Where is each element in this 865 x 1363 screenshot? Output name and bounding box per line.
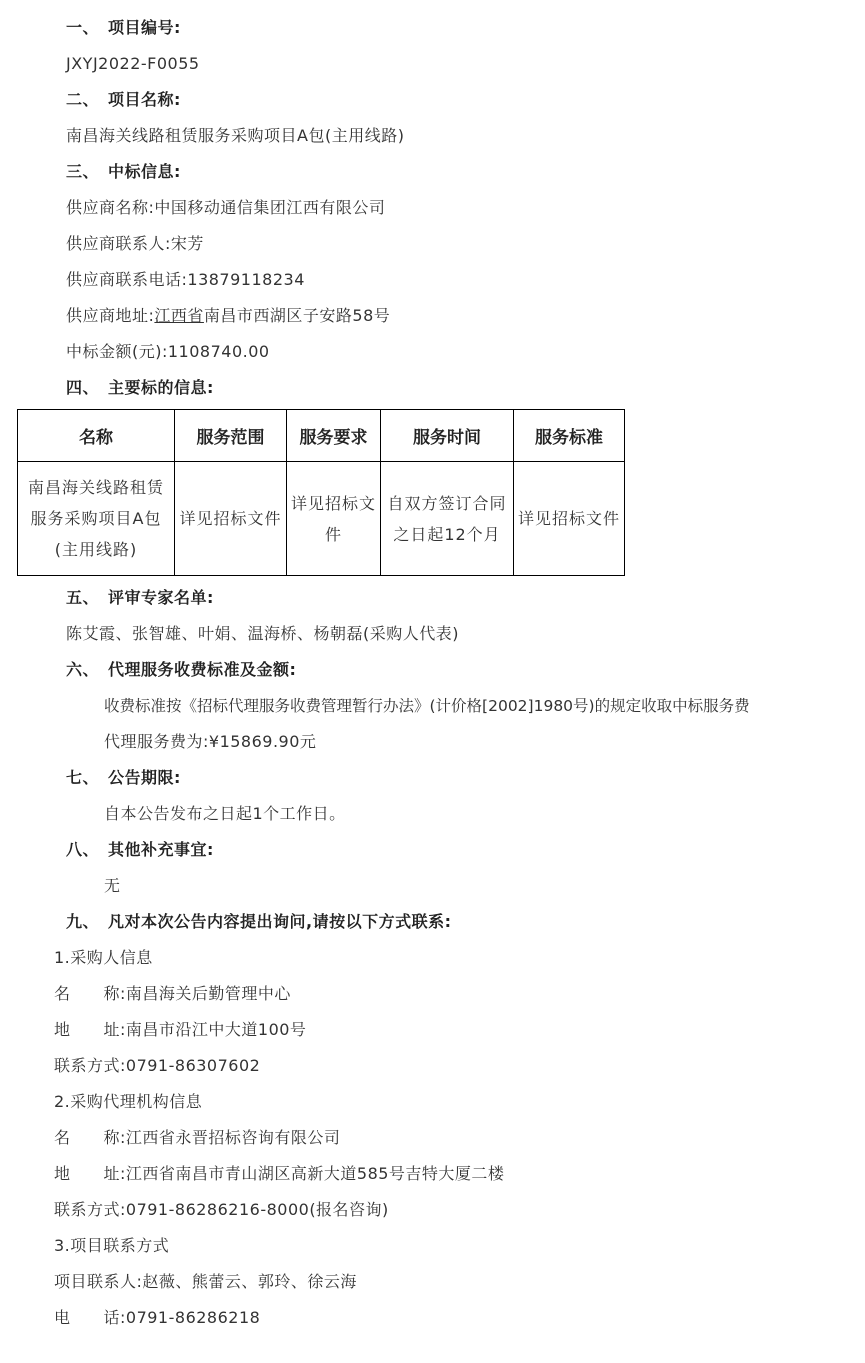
- section-7-heading: [66, 760, 181, 796]
- section-8-heading: [66, 832, 214, 868]
- section-5-heading: [66, 580, 214, 616]
- table-row: [18, 462, 625, 576]
- table-cell: 详见招标文件: [287, 462, 381, 576]
- table-header-cell: 服务标准: [514, 410, 625, 462]
- table-header-cell: 名称: [18, 410, 175, 462]
- section-9-heading: [66, 904, 451, 940]
- purchaser-info-heading: 1.采购人信息: [54, 948, 153, 967]
- section-8-title: 其他补充事宜:: [108, 840, 214, 859]
- project-number: JXYJ2022-F0055: [66, 54, 200, 73]
- section-6-heading: [66, 652, 296, 688]
- section-7-number: 七、: [66, 768, 100, 787]
- supplier-address: [66, 298, 390, 334]
- section-6-title: 代理服务收费标准及金额:: [108, 660, 297, 679]
- notice-period: 自本公告发布之日起1个工作日。: [104, 804, 346, 823]
- project-phone: 电 话:0791-86286218: [54, 1308, 261, 1327]
- supplier-contact: 供应商联系人:宋芳: [66, 234, 204, 253]
- supplier-address-label: 供应商地址:: [66, 306, 155, 325]
- purchaser-address: 地 址:南昌市沿江中大道100号: [54, 1020, 307, 1039]
- project-name: 南昌海关线路租赁服务采购项目A包(主用线路): [66, 126, 405, 145]
- table-header-cell: 服务要求: [287, 410, 381, 462]
- section-9-number: 九、: [66, 912, 100, 931]
- subject-info-table: [17, 409, 625, 576]
- agency-contact: 联系方式:0791-86286216-8000(报名咨询): [54, 1200, 389, 1219]
- fee-standard: 收费标准按《招标代理服务收费管理暂行办法》(计价格[2002]1980号)的规定收取中标服务费: [104, 697, 750, 715]
- table-header-row: [18, 410, 625, 462]
- section-4-title: 主要标的信息:: [108, 378, 214, 397]
- section-9-title: 凡对本次公告内容提出询问,请按以下方式联系:: [108, 912, 452, 931]
- table-cell: 南昌海关线路租赁服务采购项目A包(主用线路): [18, 462, 175, 576]
- expert-list: 陈艾霞、张智雄、叶娟、温海桥、杨朝磊(采购人代表): [66, 624, 459, 643]
- table-cell: 详见招标文件: [514, 462, 625, 576]
- agency-name: 名 称:江西省永晋招标咨询有限公司: [54, 1128, 341, 1147]
- section-2-number: 二、: [66, 90, 100, 109]
- section-2-heading: [66, 82, 181, 118]
- supplier-address-province-link[interactable]: 江西省: [154, 306, 204, 325]
- table-header-cell: 服务时间: [381, 410, 514, 462]
- project-contacts: 项目联系人:赵薇、熊蕾云、郭玲、徐云海: [54, 1272, 357, 1291]
- supplementary-matters: 无: [104, 876, 121, 895]
- agency-info-heading: 2.采购代理机构信息: [54, 1092, 203, 1111]
- agency-address: 地 址:江西省南昌市青山湖区高新大道585号吉特大厦二楼: [54, 1164, 505, 1183]
- agency-fee: 代理服务费为:¥15869.90元: [104, 732, 317, 751]
- section-4-number: 四、: [66, 378, 100, 397]
- section-1-number: 一、: [66, 18, 100, 37]
- section-8-number: 八、: [66, 840, 100, 859]
- winning-amount: 中标金额(元):1108740.00: [66, 342, 270, 361]
- section-3-number: 三、: [66, 162, 100, 181]
- supplier-phone: 供应商联系电话:13879118234: [66, 270, 305, 289]
- project-contact-heading: 3.项目联系方式: [54, 1236, 170, 1255]
- purchaser-contact: 联系方式:0791-86307602: [54, 1056, 261, 1075]
- table-cell: 自双方签订合同之日起12个月: [381, 462, 514, 576]
- supplier-name: 供应商名称:中国移动通信集团江西有限公司: [66, 198, 386, 217]
- section-3-title: 中标信息:: [108, 162, 181, 181]
- section-5-number: 五、: [66, 588, 100, 607]
- section-2-title: 项目名称:: [108, 90, 181, 109]
- purchaser-name: 名 称:南昌海关后勤管理中心: [54, 984, 291, 1003]
- table-cell: 详见招标文件: [175, 462, 287, 576]
- section-5-title: 评审专家名单:: [108, 588, 214, 607]
- table-header-cell: 服务范围: [175, 410, 287, 462]
- section-3-heading: [66, 154, 181, 190]
- section-1-title: 项目编号:: [108, 18, 181, 37]
- section-6-number: 六、: [66, 660, 100, 679]
- section-4-heading: [66, 370, 214, 406]
- section-1-heading: [66, 10, 181, 46]
- section-7-title: 公告期限:: [108, 768, 181, 787]
- supplier-address-rest: 南昌市西湖区子安路58号: [203, 306, 391, 325]
